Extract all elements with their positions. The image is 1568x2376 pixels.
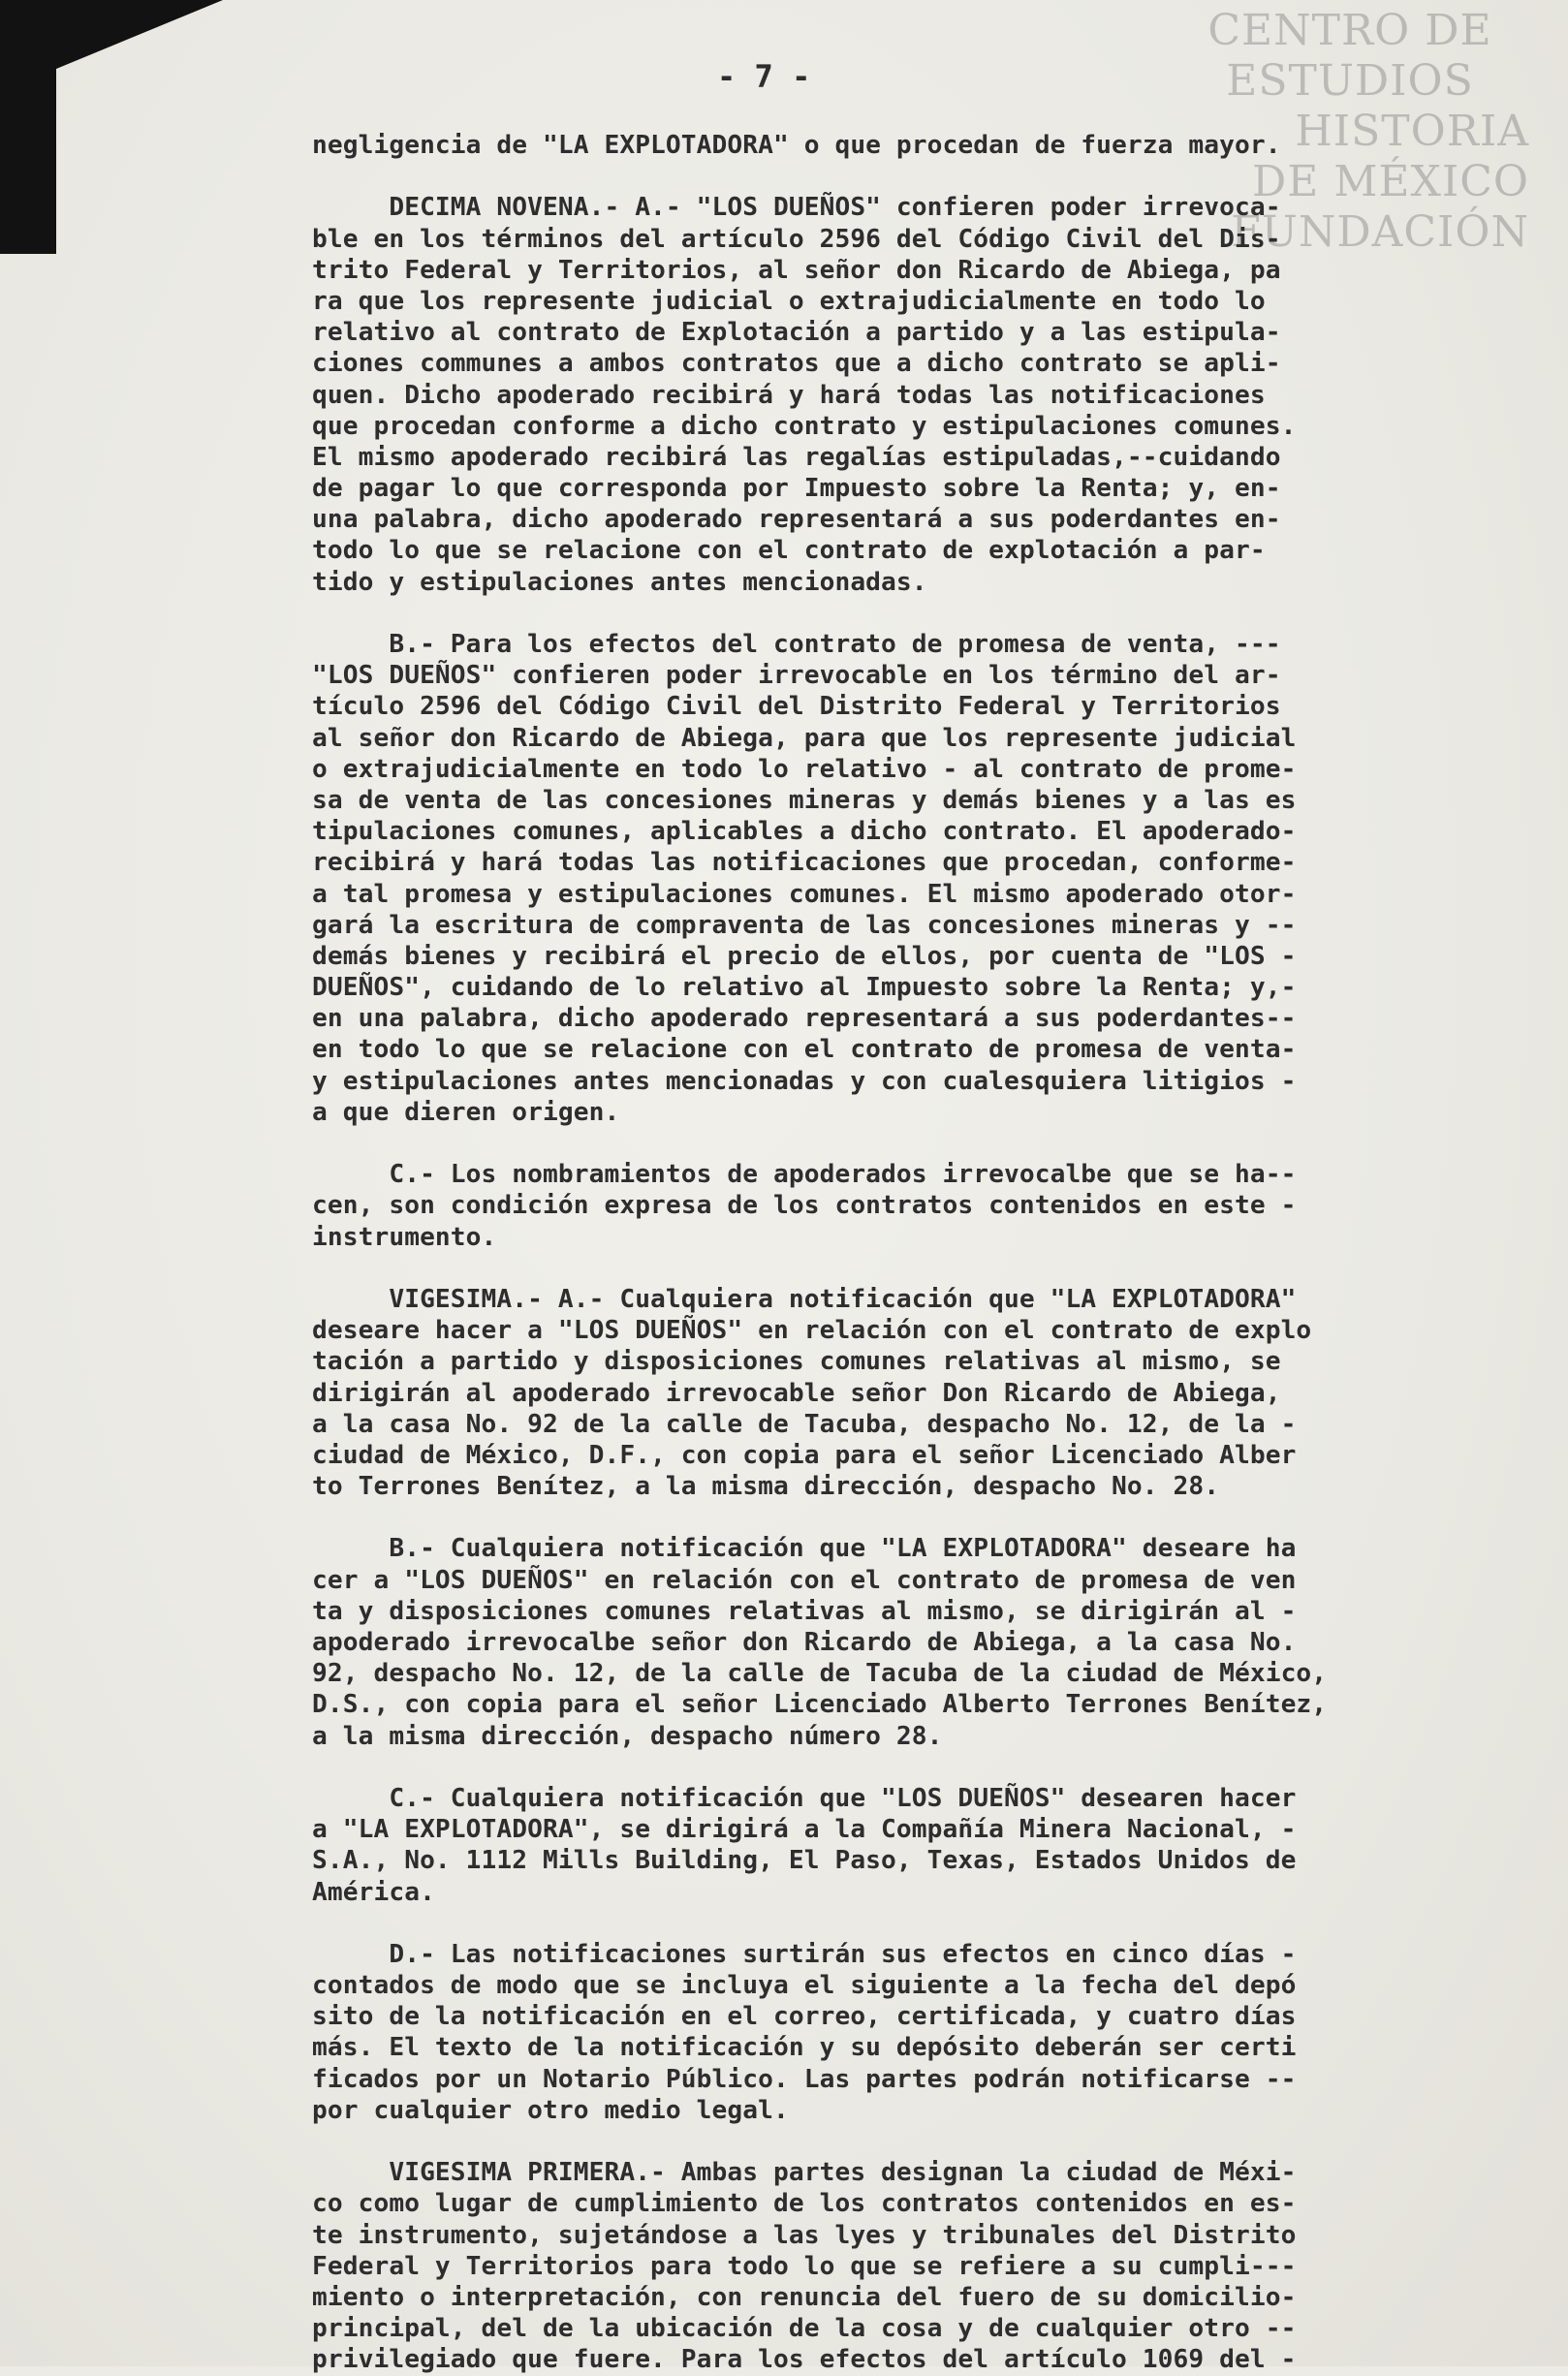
text-line: to Terrones Benítez, a la misma dirección, despacho No. 28. [312, 1472, 1220, 1502]
paragraph-gap [312, 598, 1514, 629]
text-line: a "LA EXPLOTADORA", se dirigirá a la Compañía Minera Nacional, - [312, 1815, 1297, 1845]
text-line: en una palabra, dicho apoderado representará a sus poderdantes-- [312, 1004, 1297, 1034]
text-line: ciudad de México, D.F., con copia para el señor Licenciado Alber [312, 1440, 1297, 1470]
text-line: a tal promesa y estipulaciones comunes. El mismo apoderado otor- [312, 879, 1297, 909]
text-line: a la casa No. 92 de la calle de Tacuba, despacho No. 12, de la - [312, 1409, 1297, 1439]
text-line: o extrajudicialmente en todo lo relativo - al contrato de prome- [312, 754, 1297, 784]
text-line: contados de modo que se incluya el siguiente a la fecha del depó [312, 1971, 1297, 2001]
watermark-line: CENTRO DE [1207, 6, 1492, 55]
text-line: recibirá y hará todas las notificaciones que procedan, conforme- [312, 848, 1297, 878]
text-line: cen, son condición expresa de los contratos contenidos en este - [312, 1191, 1297, 1221]
paragraph-gap [312, 2126, 1514, 2157]
text-line: te instrumento, sujetándose a las lyes y tribunales del Distrito [312, 2220, 1297, 2250]
text-line: El mismo apoderado recibirá las regalías estipuladas,--cuidando [312, 442, 1281, 472]
text-line: VIGESIMA PRIMERA.- Ambas partes designan la ciudad de Méxi- [312, 2158, 1297, 2188]
text-line: demás bienes y recibirá el precio de ellos, por cuenta de "LOS - [312, 941, 1297, 971]
page-number: - 7 - [717, 58, 811, 95]
text-line: a la misma dirección, despacho número 28. [312, 1721, 943, 1751]
text-line: ta y disposiciones comunes relativas al mismo, se dirigirán al - [312, 1596, 1297, 1626]
text-line: a que dieren origen. [312, 1097, 620, 1127]
text-line: DECIMA NOVENA.- A.- "LOS DUEÑOS" confieren poder irrevoca- [312, 193, 1281, 223]
text-line: sito de la notificación en el correo, certificada, y cuatro días [312, 2002, 1297, 2032]
text-line: B.- Para los efectos del contrato de promesa de venta, --- [312, 630, 1281, 659]
text-line: co como lugar de cumplimiento de los contratos contenidos en es- [312, 2189, 1297, 2219]
text-line: tido y estipulaciones antes mencionadas. [312, 567, 927, 597]
text-line: dirigirán al apoderado irrevocable señor Don Ricardo de Abiega, [312, 1378, 1281, 1408]
text-line: que procedan conforme a dicho contrato y estipulaciones comunes. [312, 411, 1297, 441]
text-line: C.- Los nombramientos de apoderados irrevocalbe que se ha-- [312, 1160, 1297, 1190]
paragraph-gap [312, 1908, 1514, 1939]
text-line: D.S., con copia para el señor Licenciado Alberto Terrones Benítez, [312, 1690, 1328, 1720]
watermark-line: DE MÉXICO [1252, 157, 1529, 206]
text-line: apoderado irrevocalbe señor don Ricardo de Abiega, a la casa No. [312, 1628, 1297, 1657]
text-line: tículo 2596 del Código Civil del Distrito Federal y Territorios [312, 692, 1281, 722]
text-line: deseare hacer a "LOS DUEÑOS" en relación con el contrato de explo [312, 1316, 1312, 1346]
text-line: América. [312, 1877, 435, 1907]
text-line: C.- Cualquiera notificación que "LOS DUEÑOS" desearen hacer [312, 1783, 1297, 1813]
text-line: ble en los términos del artículo 2596 del Código Civil del Dis- [312, 224, 1281, 254]
watermark-line: FUNDACIÓN [1231, 207, 1529, 257]
text-line: D.- Las notificaciones surtirán sus efectos en cinco días - [312, 1939, 1297, 1969]
text-line: gará la escritura de compraventa de las concesiones mineras y -- [312, 910, 1297, 940]
text-line: ficados por un Notario Público. Las partes podrán notificarse -- [312, 2064, 1297, 2094]
text-line: B.- Cualquiera notificación que "LA EXPLOTADORA" deseare ha [312, 1534, 1297, 1564]
text-line: tipulaciones comunes, aplicables a dicho contrato. El apoderado- [312, 817, 1297, 847]
document-body [312, 130, 1514, 2376]
text-line: miento o interpretación, con renuncia del fuero de su domicilio- [312, 2282, 1297, 2312]
text-line: DUEÑOS", cuidando de lo relativo al Impuesto sobre la Renta; y,- [312, 973, 1297, 1003]
text-line: ciones communes a ambos contratos que a dicho contrato se apli- [312, 349, 1281, 379]
text-line: tación a partido y disposiciones comunes relativas al mismo, se [312, 1347, 1281, 1377]
text-line: relativo al contrato de Explotación a partido y a las estipula- [312, 318, 1281, 348]
text-line: de pagar lo que corresponda por Impuesto sobre la Renta; y, en- [312, 474, 1281, 504]
text-line: "LOS DUEÑOS" confieren poder irrevocable en los término del ar- [312, 661, 1281, 691]
text-line: sa de venta de las concesiones mineras y demás bienes y a las es [312, 785, 1297, 815]
paragraph-gap [312, 1752, 1514, 1783]
text-line: y estipulaciones antes mencionadas y con cualesquiera litigios - [312, 1066, 1297, 1096]
scan-edge-shadow [0, 0, 56, 254]
text-line: principal, del de la ubicación de la cosa y de cualquier otro -- [312, 2314, 1297, 2344]
paragraph-gap [312, 1502, 1514, 1533]
text-line: por cualquier otro medio legal. [312, 2095, 789, 2125]
text-line: más. El texto de la notificación y su depósito deberán ser certi [312, 2033, 1297, 2063]
text-line: todo lo que se relacione con el contrato de explotación a par- [312, 536, 1266, 566]
text-line: cer a "LOS DUEÑOS" en relación con el contrato de promesa de ven [312, 1565, 1297, 1595]
text-line: al señor don Ricardo de Abiega, para que los represente judicial [312, 723, 1297, 753]
text-line: instrumento. [312, 1222, 497, 1252]
text-line: S.A., No. 1112 Mills Building, El Paso, Texas, Estados Unidos de [312, 1846, 1297, 1876]
text-line: Federal y Territorios para todo lo que se refiere a su cumpli--- [312, 2251, 1297, 2281]
text-line: 92, despacho No. 12, de la calle de Tacuba de la ciudad de México, [312, 1659, 1328, 1689]
paragraph-gap [312, 1128, 1514, 1159]
watermark-line: HISTORIA [1295, 107, 1529, 156]
paragraph-gap [312, 161, 1514, 192]
text-line: quen. Dicho apoderado recibirá y hará todas las notificaciones [312, 380, 1266, 410]
text-line: ra que los represente judicial o extrajudicialmente en todo lo [312, 286, 1266, 316]
text-line: VIGESIMA.- A.- Cualquiera notificación que "LA EXPLOTADORA" [312, 1284, 1297, 1314]
text-line: negligencia de "LA EXPLOTADORA" o que procedan de fuerza mayor. [312, 131, 1281, 160]
text-line: privilegiado que fuere. Para los efectos del artículo 1069 del - [312, 2345, 1297, 2375]
text-line: en todo lo que se relacione con el contrato de promesa de venta- [312, 1035, 1297, 1065]
text-line: trito Federal y Territorios, al señor don Ricardo de Abiega, pa [312, 255, 1281, 285]
text-line: una palabra, dicho apoderado representará a sus poderdantes en- [312, 505, 1281, 535]
paragraph-gap [312, 1253, 1514, 1284]
watermark-line: ESTUDIOS [1226, 56, 1474, 106]
